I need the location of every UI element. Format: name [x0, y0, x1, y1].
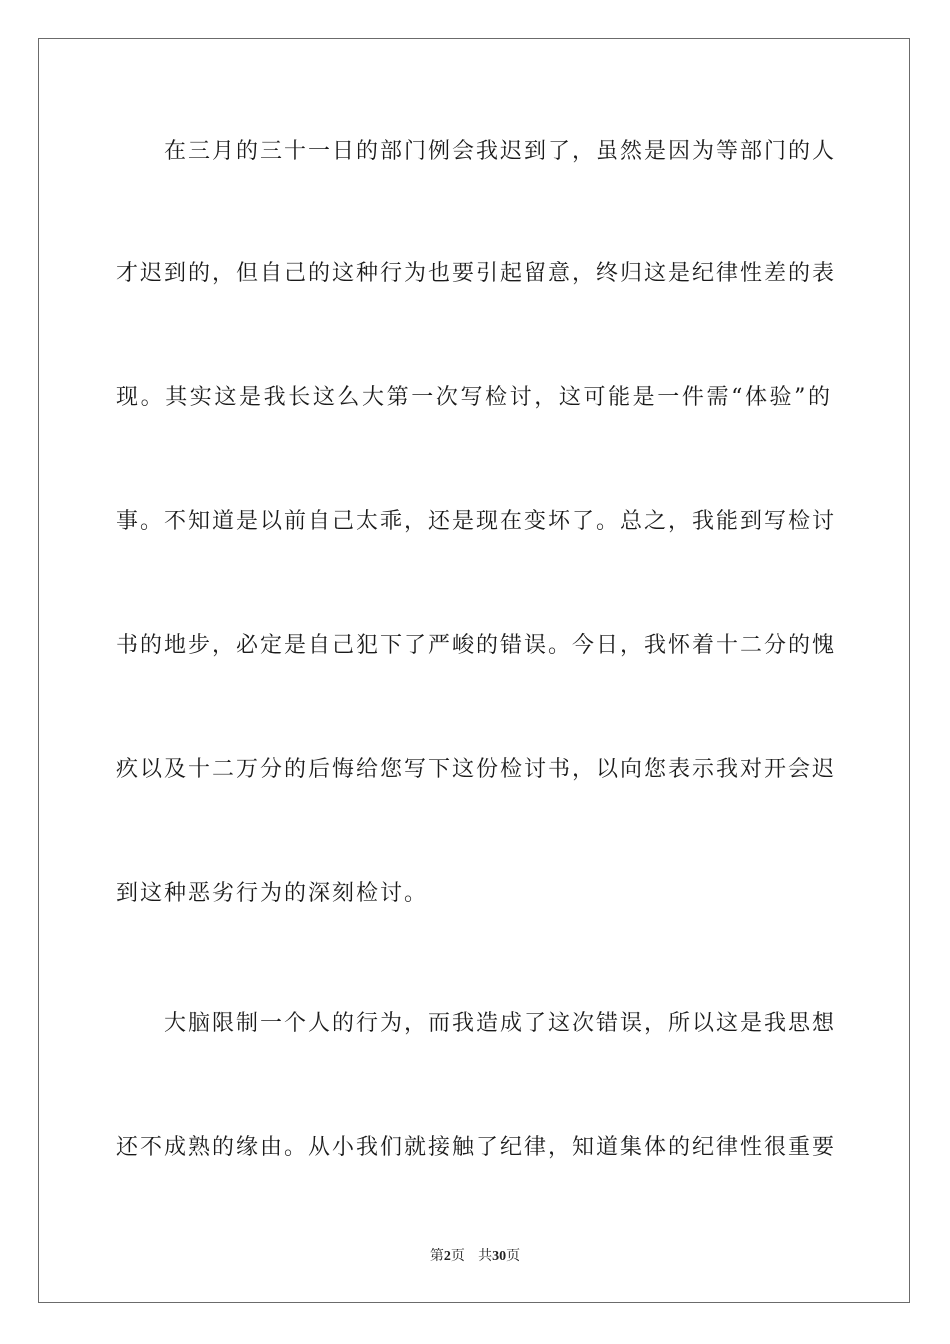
paragraph-2-line-2: 还不成熟的缘由。从小我们就接触了纪律，知道集体的纪律性很重要 — [116, 1135, 837, 1160]
total-suffix: 页 — [506, 1248, 521, 1264]
paragraph-1-line-5: 书的地步，必定是自己犯下了严峻的错误。今日，我怀着十二分的愧 — [116, 633, 837, 658]
page-suffix: 页 — [450, 1248, 465, 1264]
page-border — [38, 38, 910, 1303]
paragraph-1-line-4: 事。不知道是以前自己太乖，还是现在变坏了。总之，我能到写检讨 — [116, 509, 837, 534]
paragraph-1-line-2: 才迟到的，但自己的这种行为也要引起留意，终归这是纪律性差的表 — [116, 261, 837, 286]
paragraph-1-line-3: 现。其实这是我长这么大第一次写检讨，这可能是一件需“体验”的 — [116, 385, 832, 410]
paragraph-1-line-6: 疚以及十二万分的后悔给您写下这份检讨书，以向您表示我对开会迟 — [116, 757, 837, 782]
paragraph-2-line-1: 大脑限制一个人的行为，而我造成了这次错误，所以这是我思想 — [164, 1011, 837, 1036]
total-pages: 30 — [492, 1249, 507, 1264]
paragraph-1-line-1: 在三月的三十一日的部门例会我迟到了，虽然是因为等部门的人 — [164, 139, 837, 164]
total-prefix: 共 — [478, 1248, 493, 1264]
page-footer — [0, 1247, 950, 1266]
page-prefix: 第 — [429, 1248, 444, 1264]
paragraph-1-line-7: 到这种恶劣行为的深刻检讨。 — [116, 881, 429, 906]
page-number: 2 — [443, 1249, 451, 1264]
